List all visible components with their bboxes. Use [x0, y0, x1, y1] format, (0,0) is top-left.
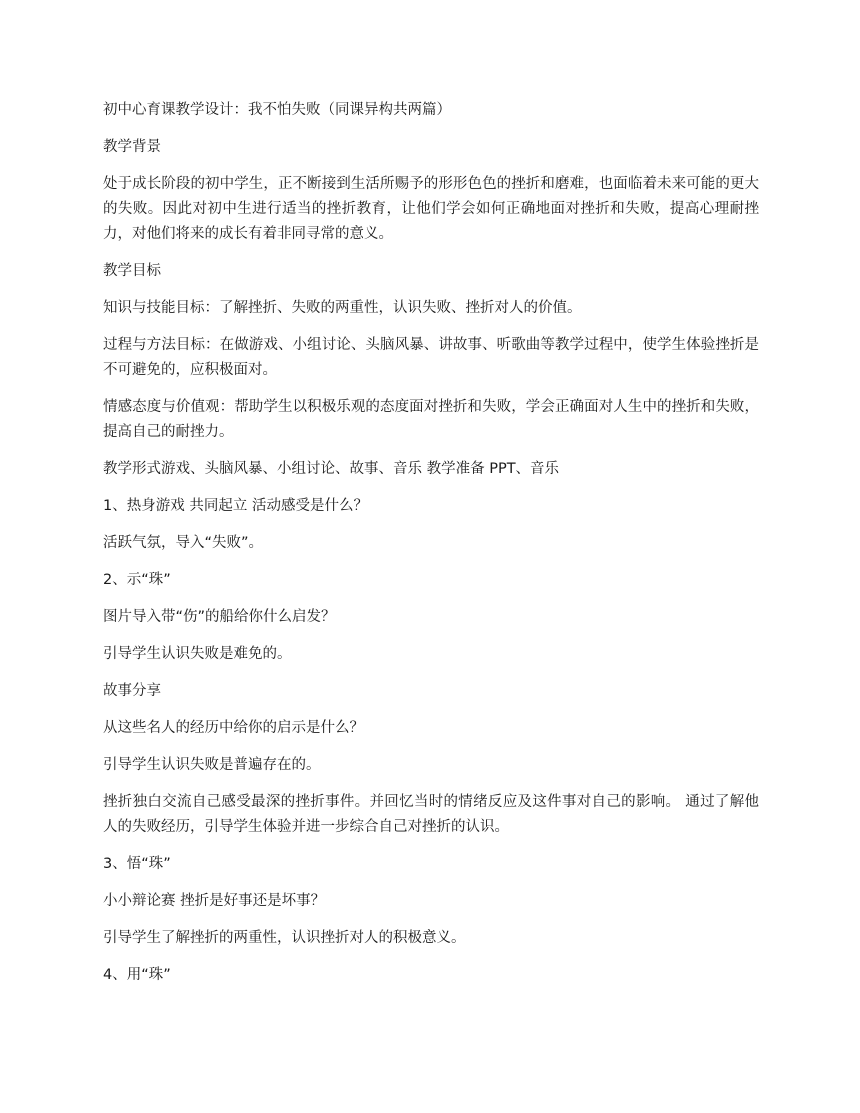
paragraph-story-note: 引导学生认识失败是普遍存在的。	[103, 757, 321, 773]
document-title: 初中心育课教学设计：我不怕失败（同课异构共两篇）	[103, 102, 451, 118]
paragraph-step-2-note: 引导学生认识失败是难免的。	[103, 646, 292, 662]
paragraph-emotion-goal: 情感态度与价值观：帮助学生以积极乐观的态度面对挫折和失败，学会正确面对人生中的挫折和失败，提高自己的耐挫力。	[103, 399, 759, 440]
step-3-heading: 3、悟“珠”	[103, 856, 171, 872]
paragraph-step-3-note: 引导学生了解挫折的两重性，认识挫折对人的积极意义。	[103, 930, 466, 946]
step-4-heading: 4、用“珠”	[103, 967, 171, 983]
paragraph-image-intro: 图片导入带“伤”的船给你什么启发？	[103, 609, 336, 625]
subheading-story-share: 故事分享	[103, 683, 161, 699]
section-heading-goals: 教学目标	[103, 263, 161, 279]
paragraph-knowledge-goal: 知识与技能目标：了解挫折、失败的两重性，认识失败、挫折对人的价值。	[103, 300, 582, 316]
paragraph-step-1-note: 活跃气氛，导入“失败”。	[103, 535, 264, 551]
paragraph-teaching-form: 教学形式游戏、头脑风暴、小组讨论、故事、音乐 教学准备 PPT、音乐	[103, 461, 560, 477]
step-2-heading: 2、示“珠”	[103, 572, 171, 588]
document-page	[103, 98, 759, 1000]
paragraph-debate: 小小辩论赛 挫折是好事还是坏事？	[103, 893, 326, 909]
paragraph-background: 处于成长阶段的初中学生，正不断接到生活所赐予的形形色色的挫折和磨难，也面临着未来可能的更大的失败。因此对初中生进行适当的挫折教育，让他们学会如何正确地面对挫折和失败，提高心理耐挫力，对他们将来的成长有着非同寻常的意义。	[103, 176, 759, 242]
paragraph-process-goal: 过程与方法目标：在做游戏、小组讨论、头脑风暴、讲故事、听歌曲等教学过程中，使学生体验挫折是不可避免的，应积极面对。	[103, 337, 759, 378]
paragraph-frustration-monologue: 挫折独白交流自己感受最深的挫折事件。并回忆当时的情绪反应及这件事对自己的影响。 通过了解他人的失败经历，引导学生体验并进一步综合自己对挫折的认识。	[103, 794, 759, 835]
paragraph-story-question: 从这些名人的经历中给你的启示是什么？	[103, 720, 364, 736]
step-1-heading: 1、热身游戏 共同起立 活动感受是什么？	[103, 498, 368, 514]
section-heading-background: 教学背景	[103, 139, 161, 155]
